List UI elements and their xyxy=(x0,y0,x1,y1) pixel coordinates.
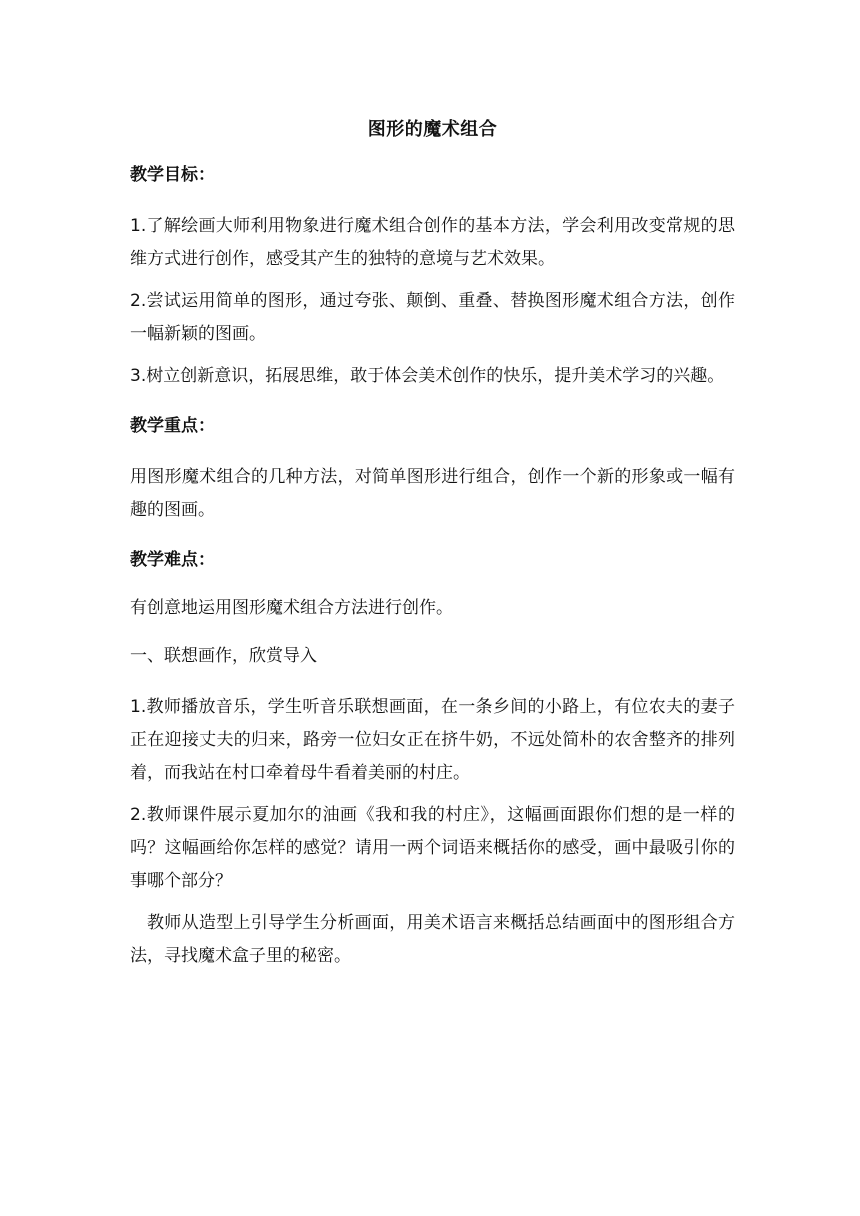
difficulties-text: 有创意地运用图形魔术组合方法进行创作。 xyxy=(130,598,453,618)
objective-item-2: 2.尝试运用简单的图形，通过夸张、颠倒、重叠、替换图形魔术组合方法，创作一幅新颖的图画。 xyxy=(130,291,735,344)
key-points-heading: 教学重点： xyxy=(130,416,215,436)
objective-item-1: 1.了解绘画大师利用物象进行魔术组合创作的基本方法，学会利用改变常规的思维方式进行创作，感受其产生的独特的意境与艺术效果。 xyxy=(130,216,735,269)
section1-paragraph-2: 2.教师课件展示夏加尔的油画《我和我的村庄》，这幅画面跟你们想的是一样的吗？这幅画给你怎样的感觉？请用一两个词语来概括你的感受，画中最吸引你的事哪个部分？ xyxy=(130,805,735,891)
objective-item-3: 3.树立创新意识，拓展思维，敢于体会美术创作的快乐，提升美术学习的兴趣。 xyxy=(130,366,725,386)
document-title: 图形的魔术组合 xyxy=(367,119,498,140)
section1-heading: 一、联想画作，欣赏导入 xyxy=(130,646,317,666)
objectives-heading: 教学目标： xyxy=(130,165,215,185)
section1-paragraph-1: 1.教师播放音乐，学生听音乐联想画面，在一条乡间的小路上，有位农夫的妻子正在迎接丈夫的归来，路旁一位妇女正在挤牛奶，不远处简朴的农舍整齐的排列着，而我站在村口牵着母牛看着美丽的村庄。 xyxy=(130,697,735,783)
difficulties-heading: 教学难点： xyxy=(130,550,215,570)
section1-paragraph-3: 教师从造型上引导学生分析画面，用美术语言来概括总结画面中的图形组合方法，寻找魔术盒子里的秘密。 xyxy=(130,913,735,966)
document-page xyxy=(130,110,735,982)
key-points-text: 用图形魔术组合的几种方法，对简单图形进行组合，创作一个新的形象或一幅有趣的图画。 xyxy=(130,467,735,520)
